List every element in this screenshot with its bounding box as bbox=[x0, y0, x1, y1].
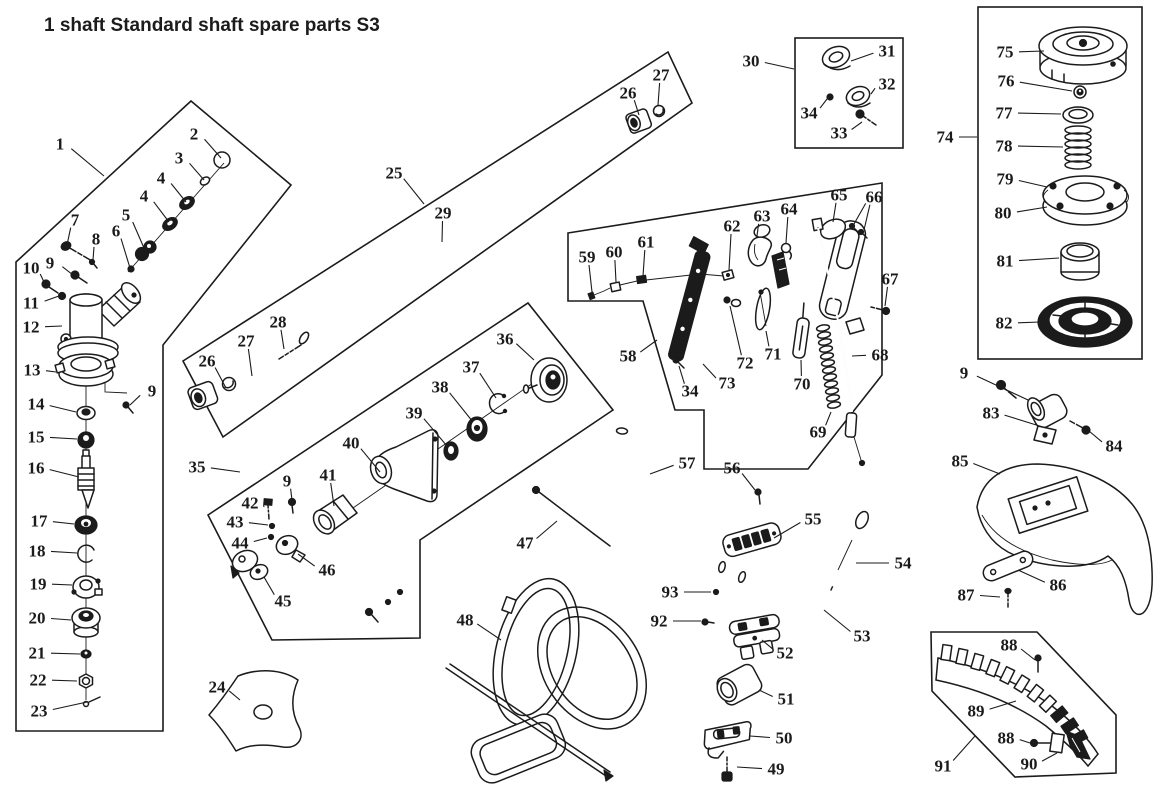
part-label-73 bbox=[703, 364, 736, 393]
part-32-clamp-lower bbox=[844, 83, 873, 109]
svg-text:21: 21 bbox=[28, 643, 46, 663]
svg-text:78: 78 bbox=[995, 136, 1013, 156]
part-label-11 bbox=[23, 294, 59, 313]
part-84-screw bbox=[1070, 421, 1090, 434]
part-label-93 bbox=[662, 583, 712, 602]
part-12-gear-case bbox=[58, 279, 144, 367]
part-14-washer bbox=[77, 407, 95, 420]
svg-text:72: 72 bbox=[736, 353, 754, 373]
part-label-15 bbox=[28, 428, 78, 447]
svg-text:49: 49 bbox=[767, 759, 785, 779]
part-label-54 bbox=[856, 554, 912, 573]
part-label-5 bbox=[122, 206, 144, 249]
svg-text:36: 36 bbox=[496, 329, 514, 349]
svg-text:67: 67 bbox=[881, 269, 899, 289]
svg-text:85: 85 bbox=[951, 451, 969, 471]
gear-head-assembly bbox=[42, 152, 230, 707]
part-label-36 bbox=[497, 330, 535, 361]
svg-text:5: 5 bbox=[121, 205, 131, 225]
svg-text:57: 57 bbox=[678, 453, 696, 473]
svg-text:62: 62 bbox=[723, 216, 741, 236]
svg-text:11: 11 bbox=[22, 293, 40, 313]
part-label-91 bbox=[935, 736, 976, 776]
svg-text:3: 3 bbox=[174, 148, 184, 168]
part-label-22 bbox=[30, 671, 78, 690]
svg-text:47: 47 bbox=[516, 533, 534, 553]
part-label-45 bbox=[264, 577, 292, 611]
part-6-ball bbox=[128, 266, 134, 272]
svg-text:29: 29 bbox=[434, 203, 452, 223]
svg-text:70: 70 bbox=[793, 374, 811, 394]
svg-text:17: 17 bbox=[30, 511, 48, 531]
svg-text:32: 32 bbox=[878, 74, 896, 94]
part-label-23 bbox=[31, 702, 88, 721]
part-72-screw bbox=[724, 297, 741, 307]
part-label-8 bbox=[92, 230, 101, 261]
svg-text:31: 31 bbox=[878, 41, 896, 61]
svg-text:20: 20 bbox=[28, 608, 46, 628]
svg-text:38: 38 bbox=[431, 377, 449, 397]
part-33-bolt bbox=[856, 110, 876, 125]
part-label-9 bbox=[130, 382, 156, 406]
page-title: 1 shaft Standard shaft spare parts S3 bbox=[44, 15, 380, 36]
part-label-87 bbox=[958, 586, 1001, 605]
part-88-screw-top bbox=[1035, 655, 1041, 672]
part-27b-nut bbox=[654, 106, 665, 117]
svg-text:58: 58 bbox=[619, 346, 637, 366]
part-label-4 bbox=[140, 187, 169, 223]
part-label-12 bbox=[23, 318, 63, 337]
svg-text:50: 50 bbox=[775, 728, 793, 748]
part-label-46 bbox=[298, 554, 336, 580]
part-78-spring bbox=[1065, 126, 1091, 169]
svg-text:65: 65 bbox=[830, 185, 848, 205]
part-label-88 bbox=[1001, 636, 1036, 661]
part-31-clamp-upper bbox=[819, 42, 852, 71]
part-15-bearing bbox=[78, 432, 94, 448]
svg-text:79: 79 bbox=[996, 169, 1014, 189]
part-71b-latch bbox=[772, 252, 789, 288]
svg-text:22: 22 bbox=[29, 670, 47, 690]
part-label-13 bbox=[24, 361, 57, 380]
part-label-62 bbox=[724, 217, 741, 271]
part-47-rod bbox=[533, 487, 611, 547]
part-label-20 bbox=[29, 609, 72, 628]
part-19-bearing bbox=[72, 576, 102, 598]
part-label-9 bbox=[960, 364, 1028, 401]
svg-text:16: 16 bbox=[27, 458, 45, 478]
svg-text:13: 13 bbox=[23, 360, 41, 380]
part-43-pin bbox=[270, 524, 275, 529]
part-36-pulley bbox=[524, 358, 568, 402]
part-label-72 bbox=[730, 306, 754, 373]
part-label-33 bbox=[831, 122, 863, 143]
svg-text:12: 12 bbox=[22, 317, 40, 337]
part-75-head-body bbox=[1039, 27, 1127, 84]
part-label-71 bbox=[765, 331, 782, 364]
part-44-pin bbox=[269, 535, 274, 540]
part-label-86 bbox=[1018, 570, 1067, 595]
part-11b-pin bbox=[398, 590, 403, 595]
svg-text:88: 88 bbox=[997, 728, 1015, 748]
svg-text:76: 76 bbox=[997, 71, 1015, 91]
svg-text:60: 60 bbox=[605, 242, 623, 262]
part-20-holder bbox=[72, 608, 100, 637]
svg-text:61: 61 bbox=[637, 232, 655, 252]
svg-text:9: 9 bbox=[45, 253, 55, 273]
part-label-16 bbox=[28, 459, 80, 478]
part-86-plate bbox=[981, 549, 1035, 583]
trimmer-head-assembly bbox=[1038, 27, 1132, 347]
part-label-58 bbox=[620, 340, 658, 366]
part-label-74 bbox=[937, 128, 978, 147]
svg-text:48: 48 bbox=[456, 610, 474, 630]
svg-text:39: 39 bbox=[405, 403, 423, 423]
svg-text:90: 90 bbox=[1020, 754, 1038, 774]
part-label-17 bbox=[31, 512, 75, 531]
part-label-34 bbox=[801, 99, 828, 123]
part-label-9 bbox=[283, 472, 292, 501]
svg-text:37: 37 bbox=[462, 357, 480, 377]
svg-text:83: 83 bbox=[982, 403, 1000, 423]
svg-text:77: 77 bbox=[995, 103, 1013, 123]
part-76-nut bbox=[1074, 86, 1086, 98]
svg-text:55: 55 bbox=[804, 509, 822, 529]
part-81-bushing bbox=[1061, 243, 1099, 280]
svg-text:40: 40 bbox=[342, 433, 360, 453]
svg-text:54: 54 bbox=[894, 553, 912, 573]
part-label-25 bbox=[386, 164, 425, 205]
part-label-19 bbox=[30, 575, 73, 594]
part-label-10 bbox=[23, 259, 46, 285]
part-11-ball bbox=[59, 293, 66, 300]
part-label-37 bbox=[463, 358, 497, 399]
svg-text:33: 33 bbox=[830, 123, 848, 143]
svg-text:56: 56 bbox=[723, 458, 741, 478]
svg-text:82: 82 bbox=[995, 313, 1013, 333]
part-label-44 bbox=[232, 534, 268, 553]
svg-text:26: 26 bbox=[198, 351, 216, 371]
svg-text:51: 51 bbox=[777, 689, 795, 709]
guard-extension-assembly bbox=[936, 645, 1098, 766]
part-label-50 bbox=[750, 729, 793, 748]
part-48-harness bbox=[446, 570, 669, 788]
svg-text:9: 9 bbox=[959, 363, 969, 383]
small-fasteners-7-8-11 bbox=[366, 590, 403, 623]
svg-text:34: 34 bbox=[681, 381, 699, 401]
part-label-47 bbox=[517, 521, 558, 553]
svg-text:14: 14 bbox=[27, 394, 45, 414]
svg-text:88: 88 bbox=[1000, 635, 1018, 655]
svg-text:91: 91 bbox=[934, 756, 952, 776]
svg-text:7: 7 bbox=[70, 210, 80, 230]
part-label-64 bbox=[781, 200, 799, 244]
part-label-51 bbox=[759, 690, 795, 709]
part-label-53 bbox=[824, 610, 871, 646]
svg-text:41: 41 bbox=[319, 465, 337, 485]
part-93-screw bbox=[714, 590, 719, 595]
svg-text:52: 52 bbox=[776, 643, 794, 663]
part-67-screw bbox=[871, 305, 890, 315]
part-7-bolt bbox=[60, 240, 92, 261]
part-17-bearing bbox=[75, 516, 97, 534]
svg-text:2: 2 bbox=[189, 124, 199, 144]
svg-text:18: 18 bbox=[28, 541, 46, 561]
svg-text:92: 92 bbox=[650, 611, 668, 631]
svg-text:73: 73 bbox=[718, 373, 736, 393]
part-label-9 bbox=[46, 254, 73, 276]
part-label-21 bbox=[29, 644, 81, 663]
part-21-washer bbox=[81, 650, 91, 658]
part-92-screw bbox=[702, 619, 714, 625]
part-26b-nut bbox=[625, 108, 653, 134]
part-label-14 bbox=[28, 395, 77, 414]
svg-text:9: 9 bbox=[282, 471, 292, 491]
part-label-68 bbox=[852, 346, 889, 365]
svg-text:63: 63 bbox=[753, 206, 771, 226]
svg-text:1: 1 bbox=[55, 134, 65, 154]
part-55-clamp-plate bbox=[721, 521, 783, 558]
part-label-48 bbox=[457, 611, 502, 641]
part-9c-screw bbox=[289, 499, 296, 514]
part-49-screw bbox=[722, 757, 732, 781]
svg-text:4: 4 bbox=[156, 168, 166, 188]
part-56-screw bbox=[755, 489, 761, 504]
part-label-78 bbox=[996, 137, 1064, 156]
part-87-screw bbox=[1005, 589, 1011, 608]
part-label-56 bbox=[724, 459, 756, 491]
svg-text:71: 71 bbox=[764, 344, 782, 364]
part-7b-screw bbox=[366, 609, 379, 623]
svg-text:93: 93 bbox=[661, 582, 679, 602]
svg-text:6: 6 bbox=[111, 221, 121, 241]
part-80-spool bbox=[1043, 176, 1129, 225]
part-label-65 bbox=[831, 186, 848, 223]
part-label-60 bbox=[606, 243, 623, 283]
part-8b-pin bbox=[386, 600, 391, 605]
part-13-cup bbox=[55, 354, 115, 386]
part-label-85 bbox=[952, 452, 1001, 475]
svg-text:84: 84 bbox=[1105, 436, 1123, 456]
part-label-27 bbox=[653, 66, 671, 106]
part-label-88 bbox=[998, 729, 1031, 748]
part-50-clamp bbox=[703, 721, 754, 759]
part-71-lever bbox=[753, 287, 773, 331]
part-4b-washer bbox=[160, 215, 179, 233]
part-73-bracket bbox=[660, 236, 714, 362]
part-label-28 bbox=[270, 313, 287, 350]
part-label-79 bbox=[997, 170, 1048, 189]
part-label-77 bbox=[996, 104, 1062, 123]
part-label-82 bbox=[996, 314, 1041, 333]
part-label-67 bbox=[882, 270, 900, 307]
part-38-bearing bbox=[467, 417, 487, 441]
svg-text:27: 27 bbox=[237, 331, 255, 351]
part-label-4 bbox=[157, 169, 186, 203]
svg-text:68: 68 bbox=[871, 345, 889, 365]
svg-text:43: 43 bbox=[226, 512, 244, 532]
svg-text:80: 80 bbox=[994, 203, 1012, 223]
part-label-69 bbox=[810, 412, 832, 442]
svg-text:34: 34 bbox=[800, 103, 818, 123]
part-label-30 bbox=[743, 52, 795, 71]
part-label-6 bbox=[112, 222, 130, 269]
part-label-2 bbox=[190, 125, 221, 159]
part-83-clamp bbox=[1024, 392, 1069, 444]
part-label-61 bbox=[638, 233, 655, 277]
part-label-42 bbox=[242, 494, 265, 513]
part-label-57 bbox=[650, 454, 696, 475]
svg-text:30: 30 bbox=[742, 51, 760, 71]
part-46-bracket bbox=[273, 532, 305, 562]
part-16-gear-shaft bbox=[78, 450, 94, 508]
svg-text:15: 15 bbox=[27, 427, 45, 447]
part-label-38 bbox=[432, 378, 474, 423]
part-label-7 bbox=[67, 211, 80, 246]
part-88-screw-side bbox=[1031, 740, 1051, 747]
part-label-90 bbox=[1021, 753, 1058, 774]
part-70-link bbox=[792, 303, 812, 359]
part-69-spring bbox=[816, 324, 841, 409]
mount-hardware-group bbox=[703, 662, 765, 781]
part-28-spline-tip bbox=[279, 345, 301, 359]
svg-text:46: 46 bbox=[318, 560, 336, 580]
part-label-49 bbox=[737, 760, 785, 779]
part-label-80 bbox=[995, 204, 1048, 223]
part-label-81 bbox=[997, 252, 1060, 271]
svg-text:87: 87 bbox=[957, 585, 975, 605]
part-63-trigger bbox=[748, 223, 771, 266]
part-label-84 bbox=[1089, 431, 1123, 456]
svg-text:27: 27 bbox=[652, 65, 670, 85]
part-label-18 bbox=[29, 542, 78, 561]
part-82-cover bbox=[1038, 297, 1132, 347]
part-57-left-bar bbox=[616, 428, 726, 574]
part-label-59 bbox=[579, 248, 596, 293]
svg-text:28: 28 bbox=[269, 312, 287, 332]
part-51-bushing bbox=[713, 662, 764, 707]
part-label-3 bbox=[175, 149, 204, 181]
part-label-34 bbox=[679, 366, 699, 401]
part-label-70 bbox=[794, 360, 811, 394]
svg-text:19: 19 bbox=[29, 574, 47, 594]
part-62-fitting bbox=[722, 270, 734, 280]
part-42-bolt bbox=[264, 499, 272, 519]
svg-text:42: 42 bbox=[241, 493, 259, 513]
part-9-screw bbox=[71, 271, 87, 283]
throttle-assembly bbox=[588, 215, 889, 465]
part-label-26 bbox=[199, 352, 227, 389]
svg-text:9: 9 bbox=[147, 381, 157, 401]
svg-text:59: 59 bbox=[578, 247, 596, 267]
svg-text:66: 66 bbox=[865, 187, 883, 207]
part-8-screw bbox=[90, 260, 98, 269]
part-label-75 bbox=[997, 43, 1045, 62]
svg-text:89: 89 bbox=[967, 701, 985, 721]
svg-text:26: 26 bbox=[619, 83, 637, 103]
part-label-26 bbox=[620, 84, 640, 116]
part-54-grip bbox=[831, 510, 871, 590]
svg-text:75: 75 bbox=[996, 42, 1014, 62]
svg-text:24: 24 bbox=[208, 677, 226, 697]
svg-text:45: 45 bbox=[274, 591, 292, 611]
svg-text:86: 86 bbox=[1049, 575, 1067, 595]
svg-text:44: 44 bbox=[231, 533, 249, 553]
svg-text:64: 64 bbox=[780, 199, 798, 219]
svg-text:69: 69 bbox=[809, 422, 827, 442]
part-77-ring bbox=[1063, 107, 1093, 123]
assembly-box-1 bbox=[16, 101, 291, 731]
svg-text:8: 8 bbox=[91, 229, 101, 249]
svg-text:25: 25 bbox=[385, 163, 403, 183]
svg-text:81: 81 bbox=[996, 251, 1014, 271]
part-label-1 bbox=[56, 135, 104, 177]
part-label-29 bbox=[435, 204, 452, 243]
part-label-27 bbox=[238, 332, 256, 377]
part-26-nut bbox=[187, 380, 219, 411]
part-label-32 bbox=[871, 75, 896, 95]
part-label-55 bbox=[774, 510, 822, 539]
part-34-ball bbox=[827, 94, 833, 100]
svg-text:4: 4 bbox=[139, 186, 149, 206]
svg-text:53: 53 bbox=[853, 626, 871, 646]
part-label-43 bbox=[227, 513, 269, 532]
part-label-31 bbox=[851, 42, 896, 62]
part-label-92 bbox=[651, 612, 702, 631]
svg-text:10: 10 bbox=[22, 258, 40, 278]
part-22-nut bbox=[80, 674, 93, 688]
svg-text:23: 23 bbox=[30, 701, 48, 721]
svg-text:35: 35 bbox=[188, 457, 206, 477]
svg-text:74: 74 bbox=[936, 127, 954, 147]
part-label-35 bbox=[189, 458, 241, 477]
part-5-bevel-gear bbox=[136, 241, 157, 261]
